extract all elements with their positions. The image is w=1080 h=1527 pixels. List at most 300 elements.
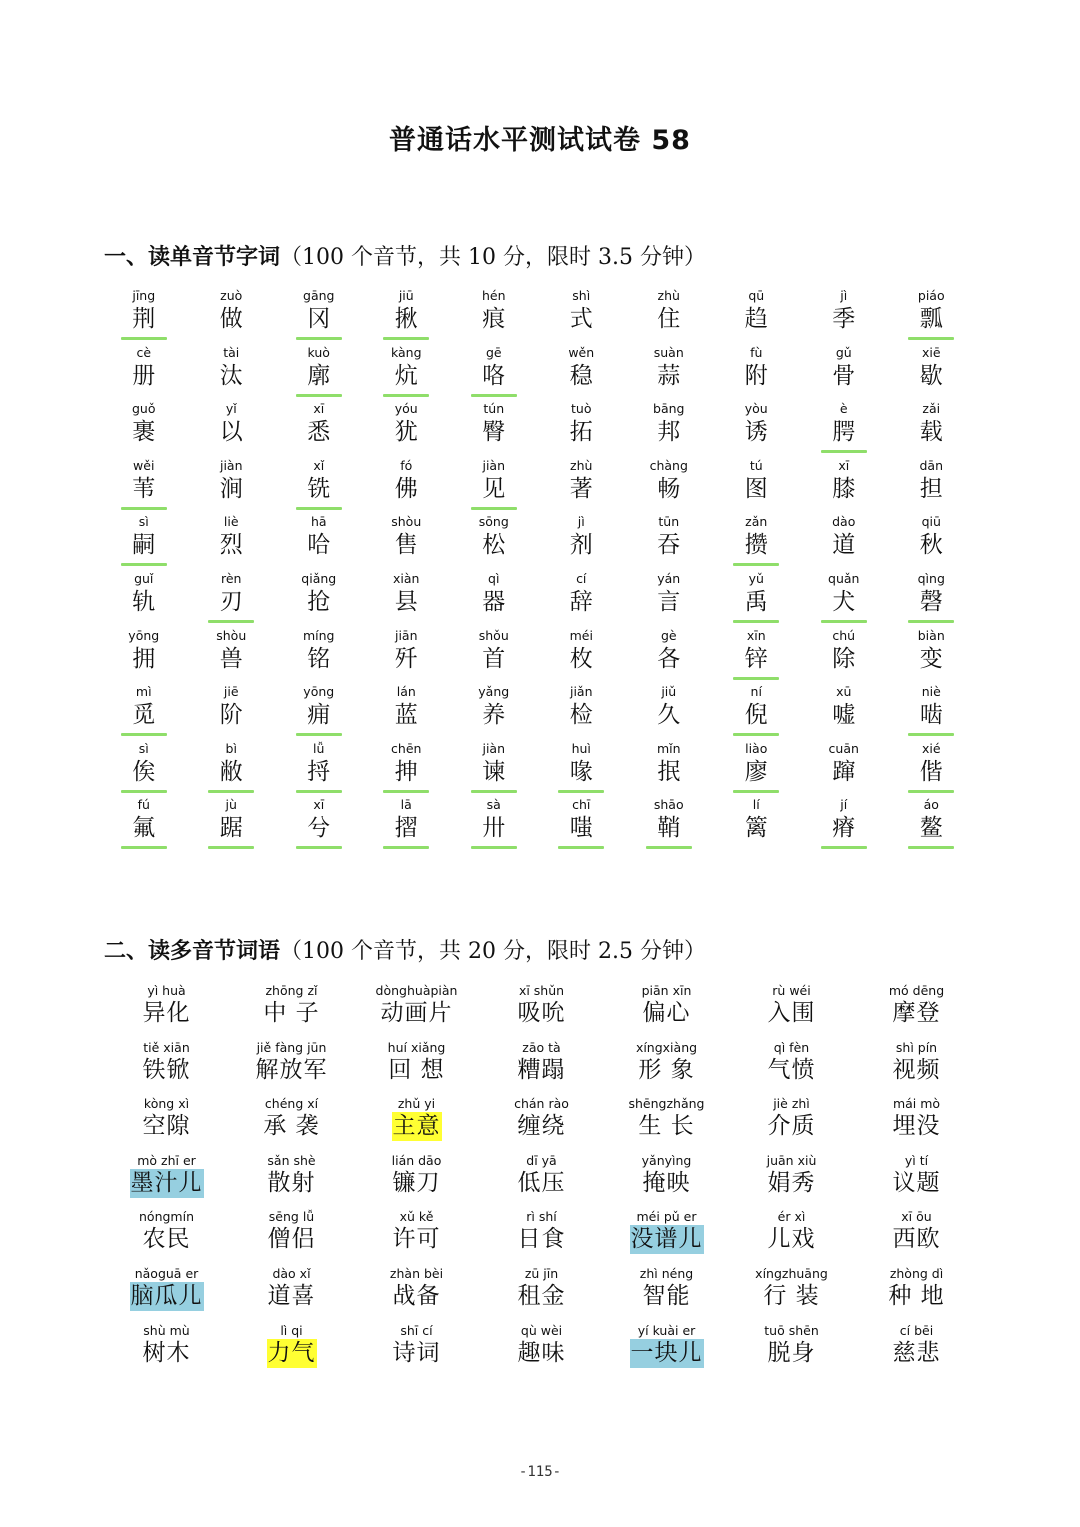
char-cell bbox=[888, 684, 976, 741]
hanzi: 啮 bbox=[919, 702, 943, 729]
pinyin: chán rào bbox=[514, 1096, 569, 1112]
pinyin: zū jīn bbox=[524, 1265, 559, 1281]
pinyin: yǐ bbox=[225, 401, 237, 417]
hanzi: 售 bbox=[394, 532, 418, 559]
hanzi: 阶 bbox=[219, 702, 243, 729]
marker-underline bbox=[733, 677, 779, 680]
pinyin: lí bbox=[752, 797, 760, 813]
pinyin: qiǎng bbox=[301, 570, 337, 586]
hanzi: 松 bbox=[482, 532, 506, 559]
hanzi: 嘘 bbox=[832, 702, 856, 729]
pinyin: jiū bbox=[398, 288, 414, 303]
marker-underline bbox=[821, 846, 867, 849]
char-cell bbox=[100, 401, 188, 458]
pinyin: yōng bbox=[303, 684, 335, 700]
word-cell bbox=[229, 1152, 354, 1209]
section1-heading bbox=[104, 240, 706, 271]
pinyin: dào xǐ bbox=[272, 1265, 311, 1281]
pinyin: gè bbox=[660, 627, 677, 643]
char-cell bbox=[625, 684, 713, 741]
word-cell bbox=[604, 1265, 729, 1322]
pinyin: jiě fàng jūn bbox=[256, 1039, 327, 1055]
pinyin: liào bbox=[745, 740, 768, 756]
word-cell bbox=[104, 1322, 229, 1379]
marker-underline bbox=[296, 846, 342, 849]
pinyin: shòu bbox=[391, 514, 422, 530]
hanzi: 禹 bbox=[744, 588, 768, 615]
pinyin: xū bbox=[836, 684, 852, 700]
marker-underline bbox=[121, 337, 167, 340]
pinyin: xī bbox=[838, 457, 850, 473]
hanzi: 除 bbox=[832, 645, 856, 672]
marker-underline bbox=[121, 563, 167, 566]
word: 介质 bbox=[767, 1113, 816, 1140]
multi-syllable-grid bbox=[104, 982, 979, 1378]
pinyin: zhàn bèi bbox=[389, 1265, 444, 1281]
hanzi: 兽 bbox=[219, 645, 243, 672]
word: 吸吮 bbox=[517, 1000, 566, 1026]
char-cell bbox=[625, 741, 713, 798]
char-cell bbox=[100, 345, 188, 402]
hanzi: 鞘 bbox=[657, 815, 681, 842]
pinyin: jīng bbox=[132, 288, 156, 303]
pinyin: dī yā bbox=[526, 1152, 557, 1168]
char-cell bbox=[800, 345, 888, 402]
word: 镰刀 bbox=[392, 1169, 441, 1196]
hanzi: 痈 bbox=[307, 702, 331, 729]
pinyin: zhǔ yi bbox=[397, 1096, 436, 1112]
word-cell bbox=[479, 1265, 604, 1322]
pinyin: bì bbox=[225, 740, 237, 756]
char-cell bbox=[275, 401, 363, 458]
word: 一块儿 bbox=[630, 1339, 703, 1366]
word-cell bbox=[479, 982, 604, 1039]
pinyin: xī shǔn bbox=[518, 983, 565, 998]
hanzi: 腭 bbox=[832, 419, 856, 446]
hanzi: 轨 bbox=[132, 588, 156, 615]
section1-heading-text: 一、读单音节字词 bbox=[104, 245, 281, 270]
pinyin: kòng xì bbox=[143, 1096, 190, 1112]
section2-heading bbox=[104, 934, 706, 965]
hanzi: 篱 bbox=[744, 815, 768, 842]
marker-underline bbox=[383, 394, 429, 397]
hanzi: 吞 bbox=[657, 532, 681, 559]
marker-underline bbox=[821, 450, 867, 453]
pinyin: zhòng dì bbox=[889, 1265, 944, 1281]
word-cell bbox=[854, 1208, 979, 1265]
hanzi: 邦 bbox=[657, 419, 681, 446]
word-cell bbox=[854, 1039, 979, 1096]
pinyin: qù wèi bbox=[520, 1322, 563, 1338]
word: 承 袭 bbox=[263, 1113, 320, 1140]
char-cell bbox=[100, 741, 188, 798]
char-cell bbox=[450, 571, 538, 628]
marker-underline bbox=[296, 507, 342, 510]
pinyin: sēng lǚ bbox=[268, 1209, 315, 1225]
char-cell bbox=[888, 458, 976, 515]
pinyin: qìng bbox=[917, 570, 945, 586]
word: 行 装 bbox=[763, 1282, 820, 1309]
word-cell bbox=[104, 1152, 229, 1209]
pinyin: lǚ bbox=[313, 740, 325, 756]
word-cell bbox=[354, 982, 479, 1039]
pinyin: tiě xiān bbox=[143, 1039, 190, 1055]
pinyin: lā bbox=[400, 797, 412, 813]
hanzi: 册 bbox=[132, 362, 156, 389]
pinyin: cí bēi bbox=[899, 1322, 934, 1338]
hanzi: 抻 bbox=[394, 758, 418, 785]
word-cell bbox=[729, 1152, 854, 1209]
pinyin: fú bbox=[137, 797, 150, 813]
pinyin: míng bbox=[302, 627, 335, 643]
marker-underline bbox=[383, 846, 429, 849]
word-cell bbox=[604, 1152, 729, 1209]
char-cell bbox=[188, 458, 276, 515]
char-cell bbox=[538, 684, 626, 741]
word: 摩登 bbox=[892, 1000, 941, 1026]
char-cell bbox=[100, 288, 188, 345]
marker-underline bbox=[121, 733, 167, 736]
pinyin: chēn bbox=[391, 740, 422, 756]
pinyin: qì fèn bbox=[773, 1039, 810, 1055]
marker-underline bbox=[471, 846, 517, 849]
hanzi: 烈 bbox=[219, 532, 243, 559]
hanzi: 廖 bbox=[744, 758, 768, 785]
pinyin: liè bbox=[223, 514, 239, 530]
char-cell bbox=[188, 514, 276, 571]
char-cell bbox=[363, 684, 451, 741]
pinyin: qì bbox=[488, 570, 500, 586]
char-cell bbox=[888, 797, 976, 854]
pinyin: sǎn shè bbox=[267, 1152, 316, 1168]
hanzi: 佛 bbox=[394, 475, 418, 502]
hanzi: 偕 bbox=[919, 758, 943, 785]
pinyin: xíngzhuāng bbox=[755, 1265, 828, 1281]
pinyin: guǐ bbox=[134, 570, 154, 586]
hanzi: 冈 bbox=[307, 306, 331, 332]
marker-underline bbox=[908, 846, 954, 849]
char-cell bbox=[888, 628, 976, 685]
hanzi: 做 bbox=[219, 306, 243, 332]
hanzi: 哈 bbox=[307, 532, 331, 559]
pinyin: mò zhī er bbox=[137, 1152, 196, 1168]
pinyin: shǒu bbox=[478, 627, 509, 643]
word-cell bbox=[604, 1208, 729, 1265]
pinyin: guǒ bbox=[131, 401, 156, 417]
hanzi: 瓢 bbox=[919, 306, 943, 332]
char-cell bbox=[275, 288, 363, 345]
pinyin: zǎi bbox=[922, 401, 941, 417]
section2-heading-text: 二、读多音节词语 bbox=[104, 939, 281, 964]
char-cell bbox=[713, 628, 801, 685]
pinyin: niè bbox=[921, 684, 941, 700]
char-cell bbox=[275, 571, 363, 628]
pinyin: zǎn bbox=[745, 514, 768, 530]
pinyin: jì bbox=[840, 288, 848, 303]
pinyin: yán bbox=[657, 570, 681, 586]
hanzi: 蒜 bbox=[657, 362, 681, 389]
pinyin: sì bbox=[138, 514, 149, 530]
hanzi: 抿 bbox=[657, 758, 681, 785]
pinyin: yǔ bbox=[748, 570, 764, 586]
char-cell bbox=[363, 514, 451, 571]
pinyin: xiàn bbox=[393, 570, 420, 586]
char-cell bbox=[538, 514, 626, 571]
hanzi: 痕 bbox=[482, 306, 506, 332]
hanzi: 犬 bbox=[832, 588, 856, 615]
word: 慈悲 bbox=[892, 1339, 941, 1366]
word: 智能 bbox=[642, 1282, 691, 1309]
word-cell bbox=[104, 1265, 229, 1322]
hanzi: 踞 bbox=[219, 815, 243, 842]
hanzi: 臀 bbox=[482, 419, 506, 446]
pinyin: jiān bbox=[394, 627, 418, 643]
char-cell bbox=[450, 401, 538, 458]
marker-underline bbox=[908, 337, 954, 340]
char-cell bbox=[888, 741, 976, 798]
hanzi: 拥 bbox=[132, 645, 156, 672]
pinyin: yí kuài er bbox=[637, 1322, 696, 1338]
word: 战备 bbox=[392, 1282, 441, 1309]
pinyin: jiàn bbox=[482, 740, 506, 756]
pinyin: kàng bbox=[390, 344, 422, 360]
hanzi: 铭 bbox=[307, 645, 331, 672]
hanzi: 膝 bbox=[832, 475, 856, 502]
hanzi: 载 bbox=[919, 419, 943, 446]
word: 树木 bbox=[142, 1339, 191, 1366]
word: 农民 bbox=[142, 1226, 191, 1253]
word-cell bbox=[729, 982, 854, 1039]
marker-underline bbox=[296, 790, 342, 793]
char-cell bbox=[188, 741, 276, 798]
char-cell bbox=[888, 571, 976, 628]
pinyin: yǎng bbox=[478, 684, 510, 700]
pinyin: xíngxiàng bbox=[635, 1039, 698, 1055]
marker-underline bbox=[733, 620, 779, 623]
char-cell bbox=[800, 684, 888, 741]
pinyin: yòu bbox=[744, 401, 768, 417]
pinyin: kuò bbox=[307, 344, 330, 360]
marker-underline bbox=[733, 563, 779, 566]
pinyin: zāo tà bbox=[522, 1039, 561, 1055]
hanzi: 趋 bbox=[744, 306, 768, 332]
char-cell bbox=[713, 345, 801, 402]
pinyin: sà bbox=[486, 797, 501, 813]
word: 形 象 bbox=[638, 1056, 695, 1083]
marker-underline bbox=[471, 507, 517, 510]
char-cell bbox=[363, 571, 451, 628]
marker-underline bbox=[646, 846, 692, 849]
word-cell bbox=[854, 1152, 979, 1209]
marker-underline bbox=[121, 507, 167, 510]
pinyin: jiǔ bbox=[661, 684, 677, 700]
char-cell bbox=[188, 345, 276, 402]
hanzi: 歇 bbox=[919, 362, 943, 389]
char-cell bbox=[363, 458, 451, 515]
word-cell bbox=[729, 1208, 854, 1265]
char-cell bbox=[363, 401, 451, 458]
pinyin: lián dāo bbox=[391, 1152, 442, 1168]
pinyin: áo bbox=[923, 797, 939, 813]
word-cell bbox=[104, 1095, 229, 1152]
pinyin: jiàn bbox=[219, 457, 243, 473]
char-cell bbox=[800, 571, 888, 628]
char-cell bbox=[800, 628, 888, 685]
pinyin: jiè zhì bbox=[773, 1096, 810, 1112]
char-cell bbox=[625, 571, 713, 628]
pinyin: qū bbox=[748, 288, 765, 303]
pinyin: sōng bbox=[478, 514, 509, 530]
pinyin: hā bbox=[310, 514, 327, 530]
hanzi: 畅 bbox=[657, 475, 681, 502]
pinyin: shī cí bbox=[400, 1322, 433, 1338]
hanzi: 喙 bbox=[569, 758, 593, 785]
char-cell bbox=[275, 345, 363, 402]
char-cell bbox=[188, 628, 276, 685]
char-cell bbox=[713, 288, 801, 345]
pinyin: xǔ kě bbox=[399, 1209, 434, 1225]
word-cell bbox=[604, 982, 729, 1039]
pinyin: tūn bbox=[658, 514, 680, 530]
hanzi: 见 bbox=[482, 475, 506, 502]
pinyin: cuān bbox=[828, 740, 859, 756]
pinyin: dān bbox=[919, 457, 944, 473]
hanzi: 季 bbox=[832, 306, 856, 332]
pinyin: yì huà bbox=[147, 983, 186, 998]
word-cell bbox=[604, 1039, 729, 1096]
pinyin: ér xì bbox=[777, 1209, 806, 1225]
word-cell bbox=[729, 1095, 854, 1152]
char-cell bbox=[188, 401, 276, 458]
word-cell bbox=[854, 982, 979, 1039]
hanzi: 稳 bbox=[569, 362, 593, 389]
pinyin: ní bbox=[750, 684, 762, 700]
hanzi: 敝 bbox=[219, 758, 243, 785]
pinyin: zhù bbox=[570, 457, 593, 473]
pinyin: biàn bbox=[917, 627, 945, 643]
marker-underline bbox=[733, 790, 779, 793]
word-cell bbox=[604, 1095, 729, 1152]
char-cell bbox=[538, 571, 626, 628]
hanzi: 辞 bbox=[569, 588, 593, 615]
pinyin: qiū bbox=[921, 514, 941, 530]
pinyin: shì pín bbox=[895, 1039, 938, 1055]
hanzi: 首 bbox=[482, 645, 506, 672]
char-cell bbox=[713, 571, 801, 628]
hanzi: 言 bbox=[657, 588, 681, 615]
word: 脑瓜儿 bbox=[130, 1282, 203, 1309]
pinyin: zhì néng bbox=[639, 1265, 694, 1281]
word: 铁锨 bbox=[142, 1056, 191, 1083]
char-cell bbox=[538, 288, 626, 345]
pinyin: dào bbox=[832, 514, 856, 530]
word-cell bbox=[354, 1039, 479, 1096]
hanzi: 汰 bbox=[219, 362, 243, 389]
pinyin: tuō shēn bbox=[764, 1322, 819, 1338]
pinyin: yōng bbox=[128, 627, 160, 643]
char-cell bbox=[363, 741, 451, 798]
pinyin: fó bbox=[400, 457, 413, 473]
marker-underline bbox=[471, 394, 517, 397]
char-cell bbox=[100, 797, 188, 854]
hanzi: 攒 bbox=[744, 532, 768, 559]
word-cell bbox=[479, 1322, 604, 1379]
char-cell bbox=[450, 345, 538, 402]
pinyin: hén bbox=[481, 288, 506, 303]
hanzi: 住 bbox=[657, 306, 681, 332]
pinyin: piáo bbox=[917, 288, 945, 303]
char-cell bbox=[538, 628, 626, 685]
pinyin: xǐ bbox=[313, 457, 325, 473]
pinyin: gāng bbox=[303, 288, 335, 303]
hanzi: 揪 bbox=[394, 306, 418, 332]
hanzi: 苇 bbox=[132, 475, 156, 502]
char-cell bbox=[888, 345, 976, 402]
pinyin: xī bbox=[313, 797, 325, 813]
word: 力气 bbox=[267, 1339, 316, 1366]
pinyin: zhù bbox=[657, 288, 680, 303]
hanzi: 锌 bbox=[744, 645, 768, 672]
pinyin: xié bbox=[921, 740, 941, 756]
char-cell bbox=[713, 458, 801, 515]
hanzi: 咯 bbox=[482, 362, 506, 389]
pinyin: piān xīn bbox=[641, 983, 692, 998]
marker-underline bbox=[383, 790, 429, 793]
word-cell bbox=[479, 1039, 604, 1096]
hanzi: 图 bbox=[744, 475, 768, 502]
word-cell bbox=[104, 982, 229, 1039]
char-cell bbox=[275, 684, 363, 741]
pinyin: huí xiǎng bbox=[387, 1039, 446, 1055]
word: 气愤 bbox=[767, 1056, 816, 1083]
hanzi: 嗤 bbox=[569, 815, 593, 842]
word-cell bbox=[604, 1322, 729, 1379]
pinyin: suàn bbox=[653, 344, 684, 360]
char-cell bbox=[800, 797, 888, 854]
hanzi: 各 bbox=[657, 645, 681, 672]
marker-underline bbox=[121, 790, 167, 793]
word-cell bbox=[229, 1265, 354, 1322]
marker-underline bbox=[558, 790, 604, 793]
word: 主意 bbox=[392, 1113, 441, 1140]
hanzi: 枚 bbox=[569, 645, 593, 672]
marker-underline bbox=[558, 846, 604, 849]
char-cell bbox=[538, 401, 626, 458]
word: 埋没 bbox=[892, 1113, 941, 1140]
word-cell bbox=[354, 1208, 479, 1265]
marker-underline bbox=[733, 733, 779, 736]
pinyin: shēngzhǎng bbox=[628, 1096, 705, 1112]
pinyin: xī bbox=[313, 401, 325, 417]
word: 生 长 bbox=[638, 1113, 695, 1140]
char-cell bbox=[713, 684, 801, 741]
pinyin: tuò bbox=[571, 401, 592, 417]
word-cell bbox=[354, 1095, 479, 1152]
hanzi: 担 bbox=[919, 475, 943, 502]
hanzi: 倪 bbox=[744, 702, 768, 729]
pinyin: mì bbox=[135, 684, 152, 700]
char-cell bbox=[275, 628, 363, 685]
word: 回 想 bbox=[388, 1056, 445, 1083]
char-cell bbox=[450, 628, 538, 685]
pinyin: zhōng zǐ bbox=[265, 983, 318, 998]
word: 偏心 bbox=[642, 1000, 691, 1026]
char-cell bbox=[625, 458, 713, 515]
pinyin: gē bbox=[485, 344, 502, 360]
word-cell bbox=[104, 1208, 229, 1265]
pinyin: bāng bbox=[653, 401, 685, 417]
char-cell bbox=[275, 797, 363, 854]
